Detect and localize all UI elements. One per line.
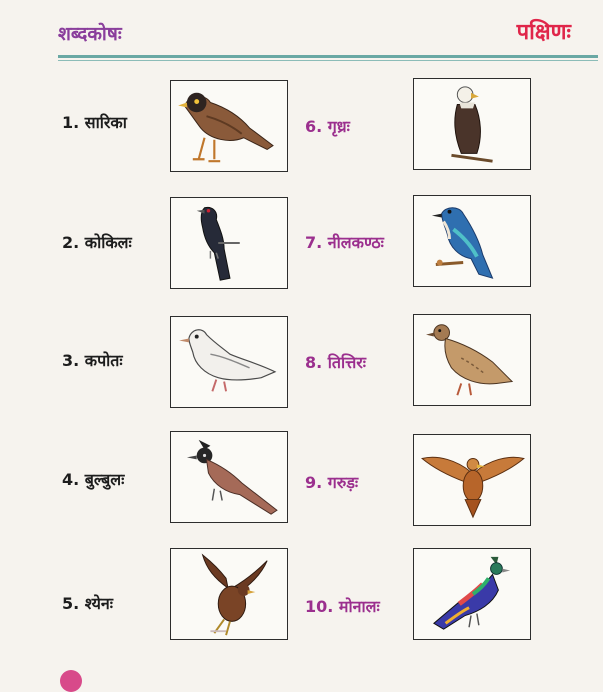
header-left-title: शब्दकोषः [58, 23, 122, 45]
hawk-bird-icon [171, 549, 287, 639]
bird-picture-9 [413, 434, 531, 526]
bird-label-7: 7. नीलकण्ठः [305, 233, 384, 252]
myna-bird-icon [171, 81, 287, 171]
bird-label-1: 1. सारिका [62, 113, 127, 132]
bird-picture-1 [170, 80, 288, 172]
bird-picture-4 [170, 431, 288, 523]
bird-label-2: 2. कोकिलः [62, 233, 132, 252]
bird-label-5: 5. श्येनः [62, 594, 113, 613]
pigeon-bird-icon [171, 317, 287, 407]
header-right-title: पक्षिणः [516, 20, 571, 45]
bird-picture-3 [170, 316, 288, 408]
bird-picture-2 [170, 197, 288, 289]
kingfisher-bird-icon [414, 196, 530, 286]
bird-picture-7 [413, 195, 531, 287]
cuckoo-bird-icon [171, 198, 287, 288]
bulbul-bird-icon [171, 432, 287, 522]
header-divider-thin [58, 60, 598, 61]
header-divider [58, 55, 598, 58]
bird-picture-8 [413, 314, 531, 406]
bird-label-4: 4. बुल्बुलः [62, 470, 125, 489]
bird-label-9: 9. गरुड़ः [305, 473, 359, 492]
bird-picture-5 [170, 548, 288, 640]
partridge-bird-icon [414, 315, 530, 405]
vulture-bird-icon [414, 79, 530, 169]
bird-label-6: 6. गृध्रः [305, 117, 350, 136]
bird-picture-6 [413, 78, 531, 170]
bird-label-3: 3. कपोतः [62, 351, 123, 370]
bird-label-8: 8. तित्तिरः [305, 353, 367, 372]
page-corner-mark [60, 670, 82, 692]
eagle-bird-icon [414, 435, 530, 525]
monal-bird-icon [414, 549, 530, 639]
bird-label-10: 10. मोनालः [305, 597, 380, 616]
bird-picture-10 [413, 548, 531, 640]
